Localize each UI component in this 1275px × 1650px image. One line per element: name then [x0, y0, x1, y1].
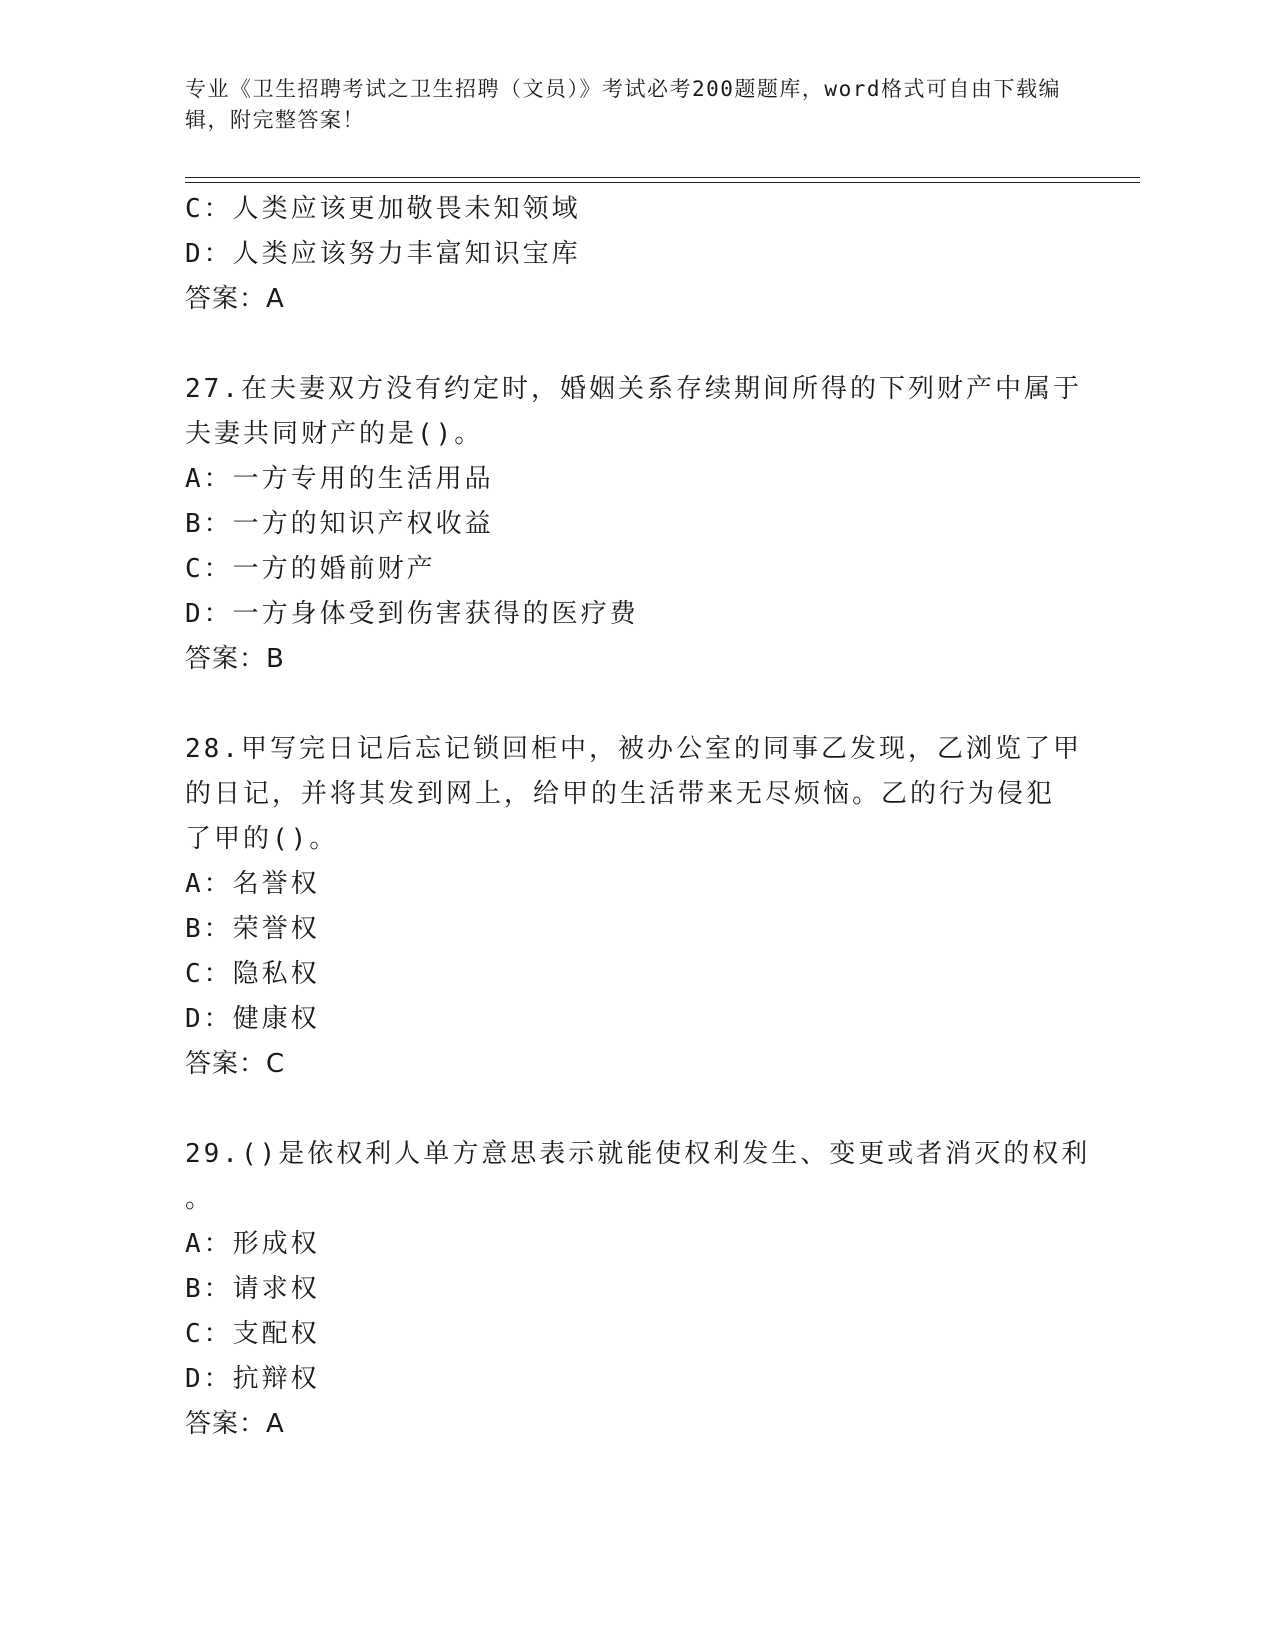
q28-option-b: B：荣誉权	[185, 914, 320, 944]
header-rule-top	[185, 177, 1140, 178]
q29-stem-line-2: 。	[185, 1184, 215, 1214]
q28-option-a: A：名誉权	[185, 869, 320, 899]
q27-option-b: B：一方的知识产权收益	[185, 509, 494, 539]
q27-answer: 答案：B	[185, 644, 285, 674]
q29-stem-line-1: 29.()是依权利人单方意思表示就能使权利发生、变更或者消灭的权利	[185, 1139, 1091, 1169]
q29-option-a: A：形成权	[185, 1229, 320, 1259]
q27-option-c: C：一方的婚前财产	[185, 554, 436, 584]
document-header: 专业《卫生招聘考试之卫生招聘（文员）》考试必考200题题库，word格式可自由下载编辑，附完整答案！	[185, 77, 1061, 132]
q27-stem-line-1: 27.在夫妻双方没有约定时，婚姻关系存续期间所得的下列财产中属于	[185, 374, 1082, 404]
q26-answer: 答案：A	[185, 284, 285, 314]
q27-stem-line-2: 夫妻共同财产的是()。	[185, 419, 484, 449]
q26-option-d: D：人类应该努力丰富知识宝库	[185, 239, 581, 269]
q29-option-c: C：支配权	[185, 1319, 320, 1349]
q28-answer: 答案：C	[185, 1049, 286, 1079]
header-rule-bottom	[185, 182, 1140, 183]
q29-option-b: B：请求权	[185, 1274, 320, 1304]
q28-option-d: D：健康权	[185, 1004, 320, 1034]
q26-option-c: C：人类应该更加敬畏未知领域	[185, 194, 581, 224]
q28-stem-line-1: 28.甲写完日记后忘记锁回柜中，被办公室的同事乙发现，乙浏览了甲	[185, 734, 1082, 764]
q29-answer: 答案：A	[185, 1409, 285, 1439]
q28-stem-line-3: 了甲的()。	[185, 824, 339, 854]
q28-stem-line-2: 的日记，并将其发到网上，给甲的生活带来无尽烦恼。乙的行为侵犯	[185, 779, 1056, 809]
q27-option-d: D：一方身体受到伤害获得的医疗费	[185, 599, 639, 629]
q29-option-d: D：抗辩权	[185, 1364, 320, 1394]
q27-option-a: A：一方专用的生活用品	[185, 464, 494, 494]
q28-option-c: C：隐私权	[185, 959, 320, 989]
